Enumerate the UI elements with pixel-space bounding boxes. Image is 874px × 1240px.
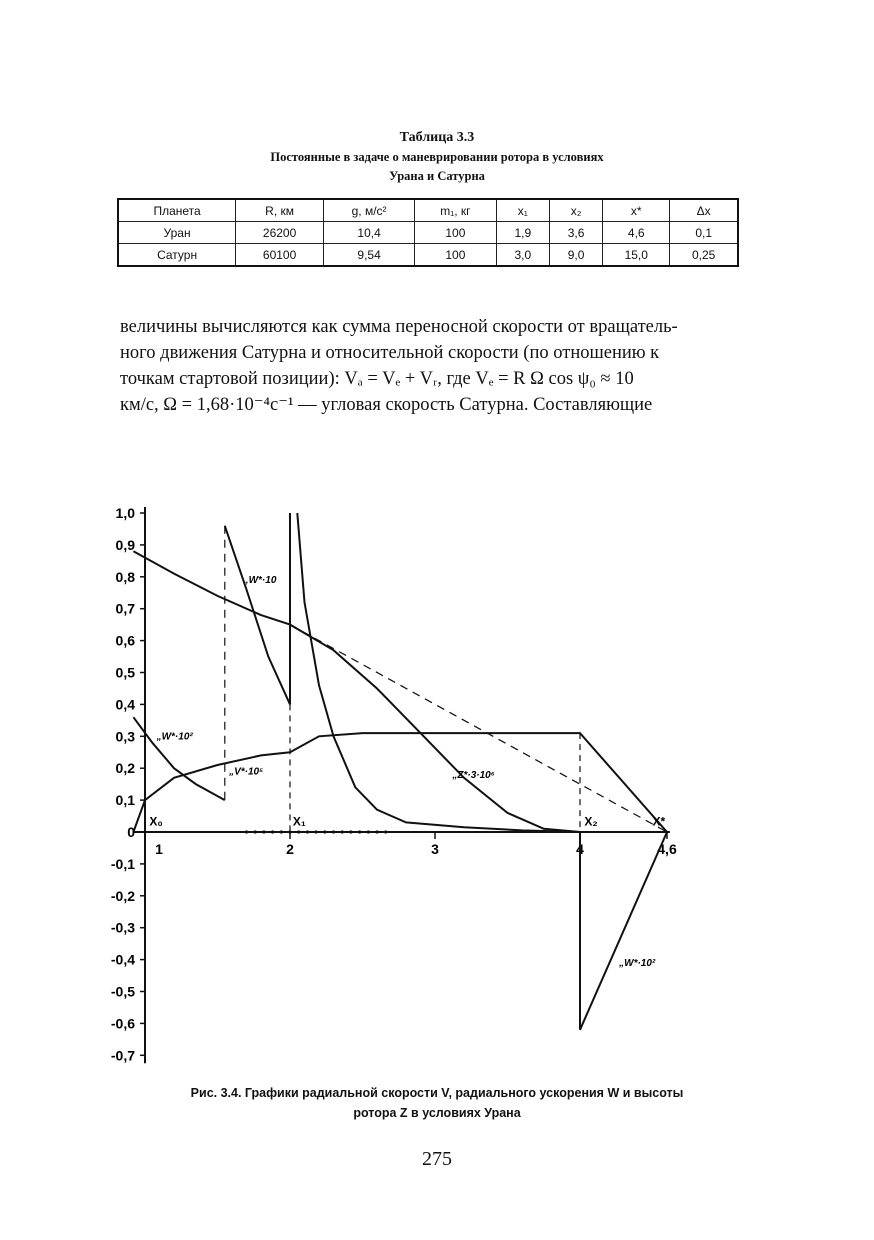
axis-dot (323, 830, 326, 833)
constants-table (117, 198, 739, 267)
series-line (133, 551, 580, 832)
axis-dot (245, 830, 248, 833)
axis-dot (341, 830, 344, 833)
table-header-cell: g, м/с² (324, 199, 415, 222)
y-tick-label: -0,3 (110, 919, 135, 936)
table-cell: 9,54 (324, 244, 415, 267)
y-tick-label: 0,1 (115, 792, 135, 809)
table-cell: Уран (118, 222, 236, 244)
figure-caption: Рис. 3.4. Графики радиальной скорости V, радиального ускорения W и высоты (190, 1086, 684, 1100)
series-line (580, 832, 667, 1030)
table-cell: 100 (415, 222, 497, 244)
table-cell: 1,9 (496, 222, 549, 244)
axis-dot (254, 830, 257, 833)
x-tick-label: 4 (576, 841, 584, 857)
x-tick-label: 2 (286, 841, 294, 857)
axis-dot (384, 830, 387, 833)
table-caption-line: Постоянные в задаче о маневрировании ротора в условиях (270, 150, 604, 164)
table-row (118, 244, 738, 267)
point-label: X₀ (149, 814, 163, 829)
chart-labels (149, 575, 665, 969)
point-label: X₂ (584, 814, 598, 829)
series-line (290, 625, 667, 832)
axis-dot (315, 830, 318, 833)
series-line (133, 733, 667, 832)
table-header-row (118, 199, 738, 222)
table-cell: 26200 (236, 222, 324, 244)
paragraph-line: ного движения Сатурна и относительной скорости (по отношению к (120, 343, 660, 363)
table-row (118, 222, 738, 244)
table-cell: 9,0 (549, 244, 602, 267)
x-tick-label: 3 (431, 841, 439, 857)
axis-dot (288, 830, 291, 833)
body-paragraph (120, 314, 742, 418)
table-cell: 60100 (236, 244, 324, 267)
series-annotation: „Z*·3·10⁶ (452, 769, 495, 781)
axis-dot (367, 830, 370, 833)
axis-dot (262, 830, 265, 833)
y-tick-label: -0,5 (110, 983, 135, 1000)
chart-curves (133, 513, 667, 1030)
y-tick-label: 0,7 (115, 600, 135, 617)
table-cell: 0,25 (670, 244, 738, 267)
table-cell: Сатурн (118, 244, 236, 267)
y-tick-label: -0,1 (110, 855, 135, 872)
y-tick-label: 0,3 (115, 728, 135, 745)
y-tick-label: -0,2 (110, 887, 135, 904)
table-caption-title: Таблица 3.3 (399, 130, 475, 145)
y-tick-label: 0,6 (115, 632, 135, 649)
axis-dot (349, 830, 352, 833)
series-line (133, 717, 224, 800)
axis-dot (375, 830, 378, 833)
axis-dot (280, 830, 283, 833)
table-cell: 0,1 (670, 222, 738, 244)
table-header-cell: x₁ (496, 199, 549, 222)
table-cell: 3,6 (549, 222, 602, 244)
series-annotation: „W*·10² (156, 731, 193, 743)
y-tick-label: 0,5 (115, 664, 135, 681)
y-tick-label: -0,7 (110, 1047, 135, 1064)
table-cell: 100 (415, 244, 497, 267)
y-tick-label: 0 (127, 824, 135, 840)
axis-dot (358, 830, 361, 833)
table-header-cell: x₂ (549, 199, 602, 222)
table-cell: 4,6 (603, 222, 670, 244)
y-tick-label: 0,4 (115, 696, 135, 713)
series-line (297, 513, 580, 832)
axis-dot (332, 830, 335, 833)
x-tick-label: 1 (155, 841, 163, 857)
table-cell: 3,0 (496, 244, 549, 267)
y-tick-label: 0,2 (115, 760, 135, 777)
axis-dot (306, 830, 309, 833)
paragraph-line: км/с, Ω = 1,68·10⁻⁴с⁻¹ — угловая скорость Сатурна. Составляющие (120, 395, 653, 415)
table-cell: 10,4 (324, 222, 415, 244)
y-tick-label: 1,0 (115, 505, 135, 521)
series-annotation: „W*·10 (243, 575, 277, 587)
table-header-cell: m₁, кг (415, 199, 497, 222)
table-header-cell: Планета (118, 199, 236, 222)
x-tick-label: 4,6 (657, 841, 677, 857)
series-annotation: „V*·10⁵ (229, 766, 264, 778)
axis-dot (271, 830, 274, 833)
table-header-cell: x* (603, 199, 670, 222)
axis-dot (297, 830, 300, 833)
table-header-cell: R, км (236, 199, 324, 222)
y-tick-label: -0,4 (110, 951, 135, 968)
page-number: 275 (422, 1148, 452, 1170)
series-annotation: „W*·10² (619, 957, 656, 969)
table-header-cell: Δx (670, 199, 738, 222)
point-label: X₁ (292, 814, 306, 829)
y-tick-label: 0,8 (115, 568, 135, 585)
series-line (225, 513, 290, 704)
table-cell: 15,0 (603, 244, 670, 267)
paragraph-line: величины вычисляются как сумма переносной скорости от вращатель- (120, 317, 678, 337)
point-label: X* (652, 814, 666, 829)
paragraph-line: точкам стартовой позиции): Vₐ = Vₑ + Vᵣ, где Vₑ = R Ω cos ψ₀ ≈ 10 (120, 369, 634, 389)
table-caption-line: Урана и Сатурна (389, 169, 485, 183)
y-tick-label: -0,6 (110, 1015, 135, 1032)
figure-caption: ротора Z в условиях Урана (353, 1106, 521, 1120)
y-tick-label: 0,9 (115, 536, 135, 553)
chart-axes (111, 505, 677, 1063)
